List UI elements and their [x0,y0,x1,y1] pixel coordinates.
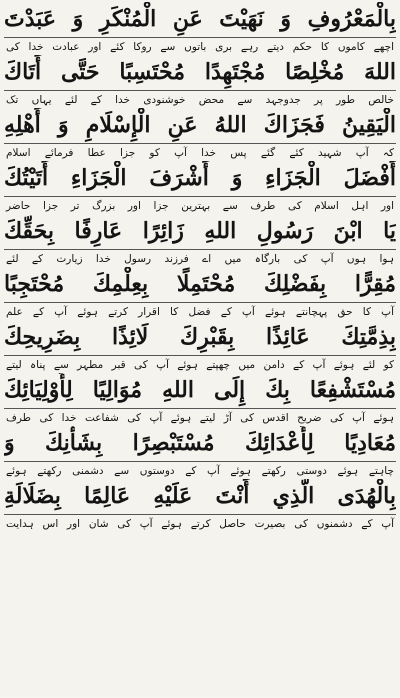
urdu-translation-5: ہوا ہوں آپ کی بارگاہ میں اے فرزند رسول خدا زیارت کے لئے [6,253,394,265]
urdu-translation-3: کہ آپ شہید کئے گئے پس خدا آپ کو جزا عطا فرمائے اسلام [6,147,394,159]
divider [4,143,396,144]
divider [4,461,396,462]
urdu-translation-6: آپ کا حق پہچانتے ہوئے آپ کے فضل کا اقرار کرتے ہوئے آپ کے علم [6,306,394,318]
arabic-line-1: بِالْمَعْرُوفِ وَ نَهَيْتَ عَنِ الْمُنْكَرِ وَ عَبَدْتَ [4,6,396,32]
arabic-line-5: يَا ابْنَ رَسُولِ اللهِ زَائِرًا عَارِفًا بِحَقِّكَ [4,218,396,244]
divider [4,196,396,197]
urdu-translation-9: چاہتے ہوئے دوستی رکھتے ہوئے آپ کے دوستوں سے دشمنی رکھتے ہوئے [6,465,394,477]
divider [4,355,396,356]
divider [4,302,396,303]
divider [4,37,396,38]
urdu-translation-8: ہوئے آپ کی ضریح اقدس کی آڑ لیتے ہوئے آپ کی شفاعت خدا کی طرف [6,412,394,424]
arabic-line-6: مُقِرًّا بِفَضْلِكَ مُحْتَمِلًا بِعِلْمِكَ مُحْتَجِبًا [4,271,396,297]
divider [4,249,396,250]
arabic-line-3: الْيَقِينُ فَجَزَاكَ اللهُ عَنِ الْإِسْلَامِ وَ أَهْلِهِ [4,112,396,138]
arabic-line-7: بِذِمَّتِكَ عَائِذًا بِقَبْرِكَ لَائِذًا بِضَرِيحِكَ [4,324,396,350]
arabic-line-4: أَفْضَلَ الْجَزَاءِ وَ أَشْرَفَ الْجَزَاءِ أَتَيْتُكَ [4,165,396,191]
divider [4,514,396,515]
urdu-translation-1: اچھے کاموں کا حکم دیتے رہے بری باتوں سے روکا کئے اور عبادت خدا کی [6,41,394,53]
urdu-translation-2: خالص طور پر جدوجہد سے محض خوشنودی خدا کے لئے یہاں تک [6,94,394,106]
arabic-line-8: مُسْتَشْفِعًا بِكَ إِلَى اللهِ مُوَالِيًا لِأَوْلِيَائِكَ [4,377,396,403]
divider [4,408,396,409]
urdu-translation-10: آپ کے دشمنوں کی بصیرت حاصل کرتے ہوئے آپ کی شان اور اس ہدایت [6,518,394,530]
arabic-line-2: اللهَ مُخْلِصًا مُجْتَهِدًا مُحْتَسِبًا حَتَّى أَتَاكَ [4,59,396,85]
urdu-translation-7: کو لئے ہوئے آپ کے دامن میں چھپتے ہوئے آپ کی قبر مطہر سے پناہ لیتے [6,359,394,371]
urdu-translation-4: اور اہل اسلام کی طرف سے بہترین جزا اور بزرگ تر جزا حاضر [6,200,394,212]
divider [4,90,396,91]
arabic-line-9: مُعَادِيًا لِأَعْدَائِكَ مُسْتَبْصِرًا بِشَأْنِكَ وَ [4,430,396,456]
arabic-line-10: بِالْهُدَى الَّذِي أَنْتَ عَلَيْهِ عَالِمًا بِضَلَالَةِ [4,483,396,509]
